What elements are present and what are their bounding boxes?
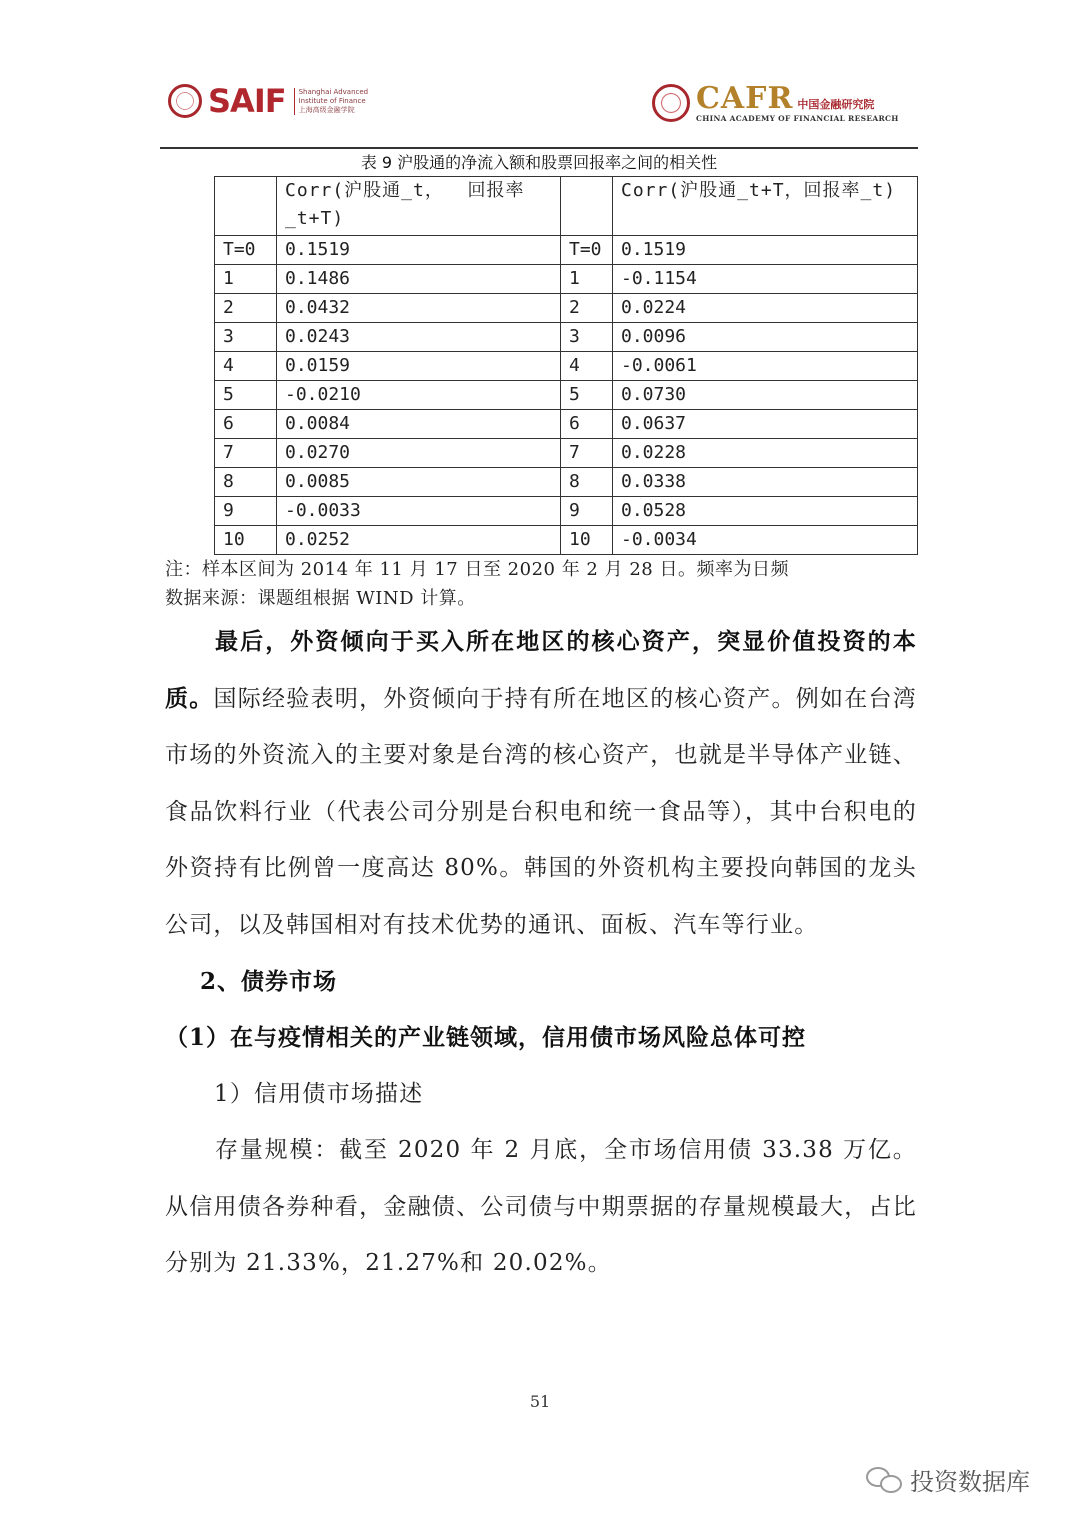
paragraph-text: 国际经验表明，外资倾向于持有所在地区的核心资产。例如在台湾市场的外资流入的主要对象是台湾的核心资产，也就是半导体产业链、食品饮料行业（代表公司分别是台积电和统一食品等），其中台积电的外资持有比例曾一度高达 80%。韩国的外资机构主要投向韩国的龙头公司，以及韩国相对有技术优势的通讯、面板、汽车等行业。 — [165, 685, 917, 938]
table-row — [215, 468, 918, 497]
table-row — [215, 352, 918, 381]
table-row — [215, 236, 918, 265]
table-cell: 0.0528 — [613, 497, 918, 526]
table-cell: 3 — [215, 323, 277, 352]
page-number: 51 — [529, 1392, 551, 1411]
table-cell: 7 — [561, 439, 613, 468]
table-cell: 6 — [215, 410, 277, 439]
table-cell: 0.0096 — [613, 323, 918, 352]
table-header-row — [215, 177, 918, 236]
university-seal-icon — [652, 84, 690, 122]
table-cell: -0.0033 — [277, 497, 561, 526]
table-cell: 0.0252 — [277, 526, 561, 555]
table-cell: -0.0061 — [613, 352, 918, 381]
watermark — [866, 1462, 1030, 1497]
table-cell: 5 — [215, 381, 277, 410]
table-cell: -0.0210 — [277, 381, 561, 410]
table-cell: -0.0034 — [613, 526, 918, 555]
table-note: 注：样本区间为 2014 年 11 月 17 日至 2020 年 2 月 28 日。频率为日频 — [165, 559, 789, 580]
header-divider — [160, 147, 918, 149]
watermark-text: 投资数据库 — [910, 1468, 1030, 1496]
table-row — [215, 265, 918, 294]
subsection-heading: （1）在与疫情相关的产业链领域，信用债市场风险总体可控 — [165, 1024, 807, 1051]
body-paragraph — [165, 614, 917, 953]
page-header — [0, 0, 1080, 150]
university-seal-icon — [168, 84, 202, 118]
table-cell: 0.0085 — [277, 468, 561, 497]
cafr-logo-mark: CAFR — [696, 80, 794, 116]
saif-logo — [168, 82, 368, 120]
saif-logo-mark: SAIF — [208, 82, 286, 120]
table-cell: 0.0270 — [277, 439, 561, 468]
subsubsection-heading: 1）信用债市场描述 — [214, 1081, 424, 1107]
table-cell: 7 — [215, 439, 277, 468]
table-header-cell — [561, 177, 613, 236]
table-cell: 6 — [561, 410, 613, 439]
table-cell: 1 — [561, 265, 613, 294]
table-cell: 10 — [561, 526, 613, 555]
table-cell: 0.0228 — [613, 439, 918, 468]
table-row — [215, 323, 918, 352]
cafr-logo-en: CHINA ACADEMY OF FINANCIAL RESEARCH — [696, 113, 899, 123]
table-row — [215, 410, 918, 439]
table-cell: 5 — [561, 381, 613, 410]
section-heading: 2、债券市场 — [200, 968, 338, 995]
table-cell: 4 — [215, 352, 277, 381]
cafr-logo — [652, 82, 899, 124]
table-cell: 0.0338 — [613, 468, 918, 497]
table-cell: 1 — [215, 265, 277, 294]
body-paragraph: 存量规模：截至 2020 年 2 月底，全市场信用债 33.38 万亿。从信用债各券种看，金融债、公司债与中期票据的存量规模最大，占比分别为 21.33%，21.27%和 20.02%。 — [165, 1137, 917, 1276]
table-cell: T=0 — [561, 236, 613, 265]
table-cell: 10 — [215, 526, 277, 555]
table-row — [215, 526, 918, 555]
table-row — [215, 439, 918, 468]
table-cell: 0.1486 — [277, 265, 561, 294]
table-row — [215, 294, 918, 323]
table-caption: 表 9 沪股通的净流入额和股票回报率之间的相关性 — [360, 153, 718, 172]
table-header-cell — [215, 177, 277, 236]
table-cell: 0.0432 — [277, 294, 561, 323]
table-cell: 9 — [561, 497, 613, 526]
table-header-cell: Corr(沪股通_t， 回报率 _t+T) — [277, 177, 561, 236]
paragraph-bold-lead: 最后，外资倾向于买入所在地区的核心资产，突显价值投资的本质。 — [165, 628, 917, 712]
table-cell: 8 — [215, 468, 277, 497]
table-cell: 4 — [561, 352, 613, 381]
table-cell: 8 — [561, 468, 613, 497]
table-row — [215, 497, 918, 526]
saif-logo-subtitle: Shanghai Advanced Institute of Finance 上海高级金融学院 — [294, 88, 369, 115]
table-cell: 0.0243 — [277, 323, 561, 352]
table-row — [215, 381, 918, 410]
table-cell: 9 — [215, 497, 277, 526]
table-cell: 0.1519 — [613, 236, 918, 265]
correlation-table — [214, 176, 918, 555]
table-cell: 0.0730 — [613, 381, 918, 410]
cafr-logo-cn: 中国金融研究院 — [797, 97, 875, 111]
table-cell: 0.0637 — [613, 410, 918, 439]
table-cell: 2 — [215, 294, 277, 323]
table-cell: 3 — [561, 323, 613, 352]
table-header-cell: Corr(沪股通_t+T，回报率_t) — [613, 177, 918, 236]
table-cell: 0.0084 — [277, 410, 561, 439]
table-cell: 0.1519 — [277, 236, 561, 265]
table-cell: 0.0224 — [613, 294, 918, 323]
table-cell: -0.1154 — [613, 265, 918, 294]
wechat-icon — [866, 1465, 904, 1495]
table-source: 数据来源：课题组根据 WIND 计算。 — [165, 588, 476, 609]
table-cell: 0.0159 — [277, 352, 561, 381]
table-cell: T=0 — [215, 236, 277, 265]
table-cell: 2 — [561, 294, 613, 323]
